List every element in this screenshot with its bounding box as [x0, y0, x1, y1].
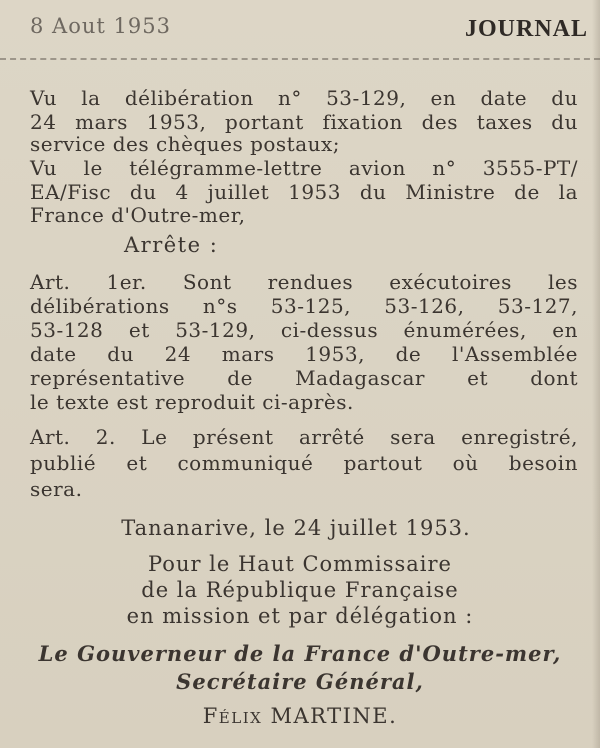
- page-header: [0, 0, 600, 60]
- header-rule: [0, 58, 600, 60]
- preamble-line: EA/Fisc du 4 juillet 1953 du Ministre de la: [30, 180, 578, 204]
- page-edge-shadow: [592, 0, 600, 748]
- preamble-line: Vu la délibération n° 53-129, en date du: [30, 86, 578, 110]
- signature-title-governor: Le Gouverneur de la France d'Outre-mer,: [38, 641, 562, 666]
- signatory-name: Félix MARTINE.: [202, 704, 398, 728]
- article-1-line: représentative de Madagascar et dont: [30, 366, 578, 390]
- preamble-line: service des chèques postaux;: [30, 132, 341, 156]
- signature-line: de la République Française: [141, 578, 459, 602]
- article-1-line: 53-128 et 53-129, ci-dessus énumérées, en: [30, 318, 578, 342]
- article-1-line: délibérations n°s 53-125, 53-126, 53-127,: [30, 294, 578, 318]
- signature-place-date: Tananarive, le 24 juillet 1953.: [121, 516, 471, 540]
- article-2-line: publié et communiqué partout où besoin: [30, 451, 578, 475]
- article-2-line: sera.: [30, 477, 83, 501]
- preamble-line: 24 mars 1953, portant fixation des taxes du: [30, 110, 578, 134]
- header-journal-title: JOURNAL: [465, 16, 589, 42]
- preamble-line: France d'Outre-mer,: [30, 203, 246, 227]
- article-2-line: Art. 2. Le présent arrêté sera enregistré,: [30, 425, 578, 449]
- article-1-line: le texte est reproduit ci-après.: [30, 390, 354, 414]
- preamble-line: Vu le télégramme-lettre avion n° 3555-PT/: [30, 156, 578, 180]
- header-date: 8 Aout 1953: [30, 14, 171, 38]
- article-1-line: date du 24 mars 1953, de l'Assemblée: [30, 342, 578, 366]
- article-1-line: Art. 1er. Sont rendues exécutoires les: [30, 270, 578, 294]
- signature-line: en mission et par délégation :: [126, 604, 474, 628]
- signature-title-secretary: Secrétaire Général,: [176, 669, 424, 694]
- arrete-heading: Arrête :: [124, 233, 219, 257]
- signature-line: Pour le Haut Commissaire: [148, 552, 452, 576]
